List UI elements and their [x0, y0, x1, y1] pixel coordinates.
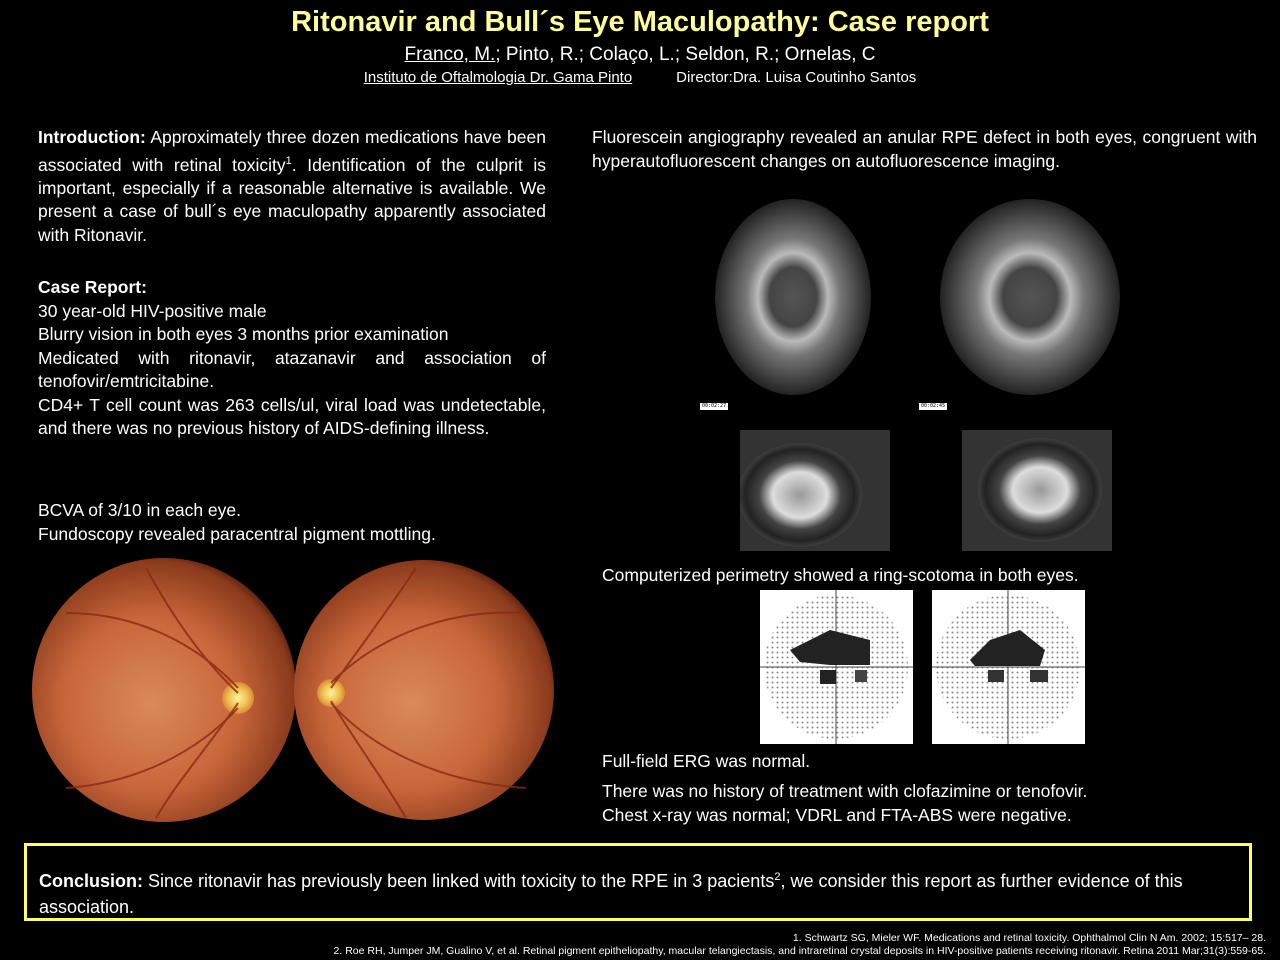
- bcva-line: BCVA of 3/10 in each eye.: [38, 500, 242, 520]
- bcva-section: [38, 499, 546, 546]
- fundus-photographs: [26, 553, 556, 828]
- angiogram-timestamp: 00:02:27: [702, 403, 727, 409]
- history-section: [602, 780, 1222, 827]
- other-authors: ; Pinto, R.; Colaço, L.; Seldon, R.; Ornelas, C: [495, 44, 876, 65]
- conclusion-text: Since ritonavir has previously been linked with toxicity to the RPE in 3 pacients: [143, 871, 775, 891]
- case-line: CD4+ T cell count was 263 cells/ul, viral load was undetectable, and there was no previous history of AIDS-defining illness.: [38, 394, 546, 438]
- angiogram-right-eye: [715, 199, 871, 395]
- introduction-section: [38, 126, 546, 247]
- institute-name: Instituto de Oftalmologia Dr. Gama Pinto: [363, 69, 633, 86]
- history-line: There was no history of treatment with clofazimine or tenofovir.: [602, 781, 1088, 801]
- director-name: Director:Dra. Luisa Coutinho Santos: [676, 69, 917, 86]
- introduction-text: Approximately three dozen medications have been associated with retinal toxicity: [38, 127, 546, 175]
- conclusion-text-cont: , we consider this report as further evidence of this association.: [39, 871, 1183, 917]
- affiliation: [0, 69, 1280, 86]
- conclusion-ref: 2: [774, 871, 781, 883]
- fundoscopy-line: Fundoscopy revealed paracentral pigment mottling.: [38, 523, 436, 544]
- introduction-label: Introduction:: [38, 127, 146, 147]
- first-author: Franco, M.: [404, 44, 496, 65]
- perimetry-section: Computerized perimetry showed a ring-scotoma in both eyes.: [602, 565, 1079, 585]
- poster-title: Ritonavir and Bull´s Eye Maculopathy: Case report: [291, 6, 989, 38]
- autofluorescence-images: [740, 430, 1112, 551]
- conclusion-box: [24, 843, 1252, 921]
- reference-item: 2. Roe RH, Jumper JM, Gualino V, et al. Retinal pigment epitheliopathy, macular telangiectasis, and intraretinal crystal deposits in HIV-positive patients receiving ritonavir. Retina 2011 Mar;31(3):559-65.: [333, 945, 1266, 957]
- references: [334, 932, 1266, 958]
- history-line: Chest x-ray was normal; VDRL and FTA-ABS were negative.: [602, 804, 1072, 825]
- visual-field-plots: [760, 590, 1085, 744]
- angiogram-left-eye: [940, 199, 1120, 395]
- case-line: Blurry vision in both eyes 3 months prior examination: [38, 324, 449, 344]
- angiogram-timestamp: 00:02:45: [921, 403, 946, 409]
- case-line: Medicated with ritonavir, atazanavir and association of tenofovir/emtricitabine.: [38, 347, 546, 391]
- erg-result: Full-field ERG was normal.: [602, 751, 811, 771]
- case-report-label: Case Report:: [38, 277, 147, 297]
- fluorescein-section: Fluorescein angiography revealed an anular RPE defect in both eyes, congruent with hyperautofluorescent changes on autofluorescence imaging.: [592, 127, 1257, 171]
- introduction-ref: 1: [285, 154, 292, 167]
- fluorescein-angiograms: [700, 192, 1140, 412]
- conclusion-label: Conclusion:: [39, 871, 143, 891]
- case-line: 30 year-old HIV-positive male: [38, 300, 267, 321]
- authors: [0, 44, 1280, 66]
- reference-item: 1. Schwartz SG, Mieler WF. Medications and retinal toxicity. Ophthalmol Clin N Am. 2002; 15:517– 28.: [792, 932, 1266, 944]
- case-report-section: [38, 276, 546, 441]
- introduction-text-cont: . Identification of the culprit is important, especially if a reasonable alternative is available. We present a case of bull´s eye maculopathy apparently associated with Ritonavir.: [38, 154, 546, 245]
